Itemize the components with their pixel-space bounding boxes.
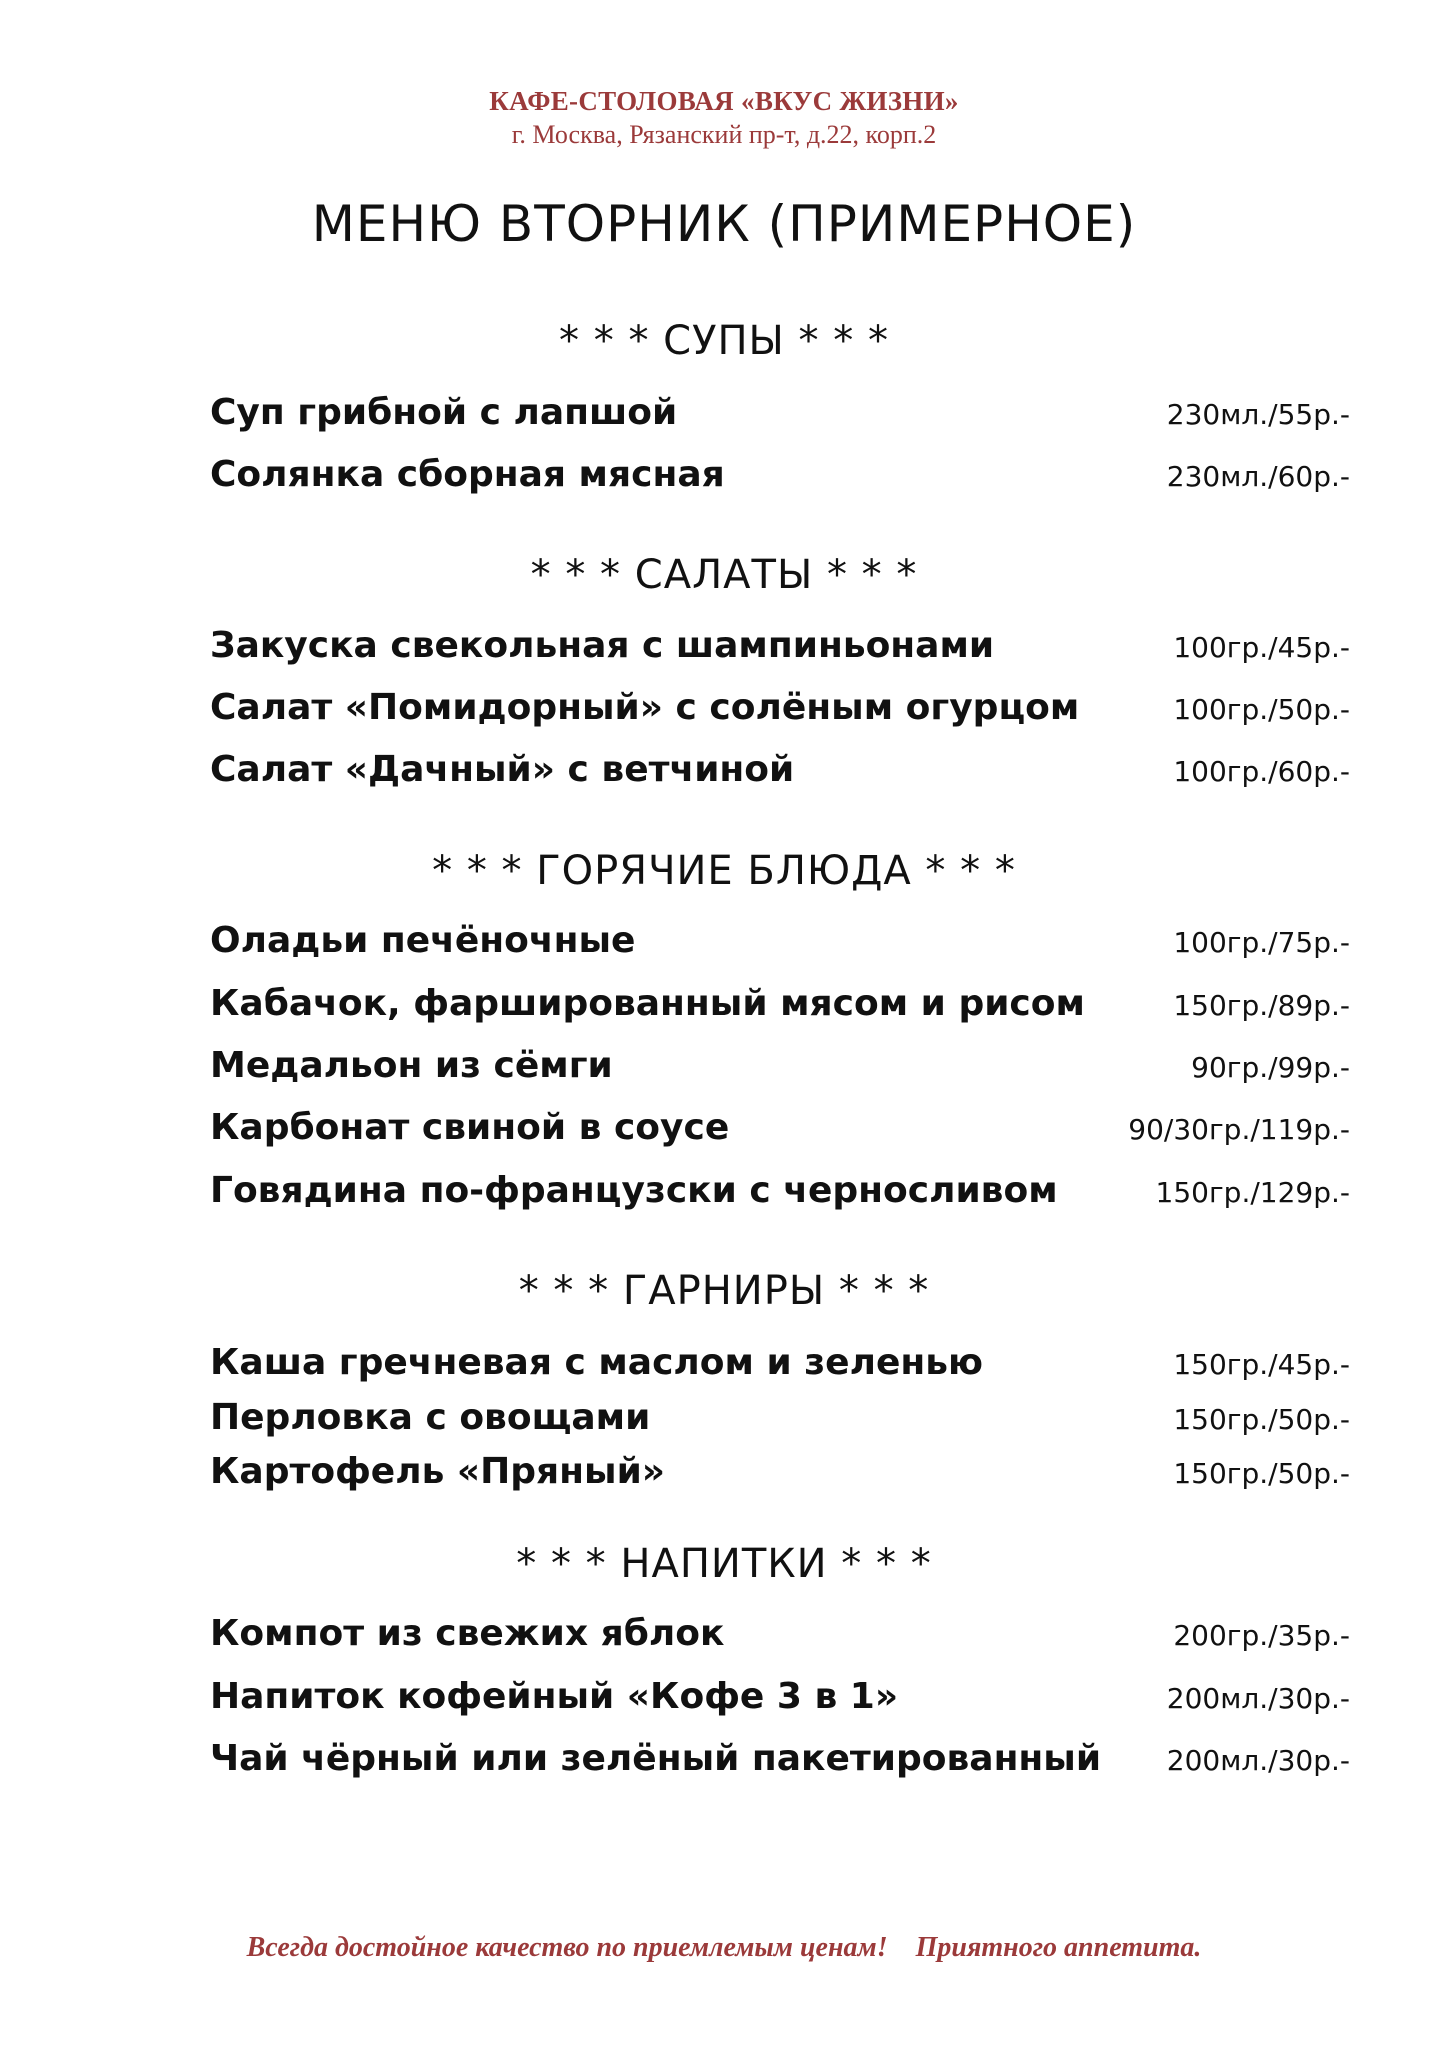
menu-title: МЕНЮ ВТОРНИК (ПРИМЕРНОЕ): [311, 195, 1137, 253]
item-price: 100гр./60р.-: [1173, 755, 1350, 788]
menu-item: [210, 1738, 1350, 1784]
item-price: 90гр./99р.-: [1191, 1051, 1350, 1084]
menu-item: [210, 687, 1350, 733]
item-name: Солянка сборная мясная: [210, 454, 725, 495]
item-price: 200мл./30р.-: [1166, 1744, 1350, 1777]
menu-item: [210, 920, 1350, 966]
item-price: 100гр./45р.-: [1173, 631, 1350, 664]
item-price: 90/30гр./119р.-: [1128, 1113, 1350, 1146]
menu-item: [210, 454, 1350, 500]
section-header-salads: * * * САЛАТЫ * * *: [530, 552, 918, 598]
item-name: Напиток кофейный «Кофе 3 в 1»: [210, 1676, 899, 1717]
item-name: Салат «Дачный» с ветчиной: [210, 749, 795, 790]
item-price: 100гр./50р.-: [1173, 693, 1350, 726]
item-price: 150гр./89р.-: [1173, 989, 1350, 1022]
menu-item: [210, 392, 1350, 438]
item-price: 200мл./30р.-: [1166, 1682, 1350, 1715]
cafe-name: КАФЕ-СТОЛОВАЯ «ВКУС ЖИЗНИ»: [489, 86, 959, 116]
menu-item: [210, 625, 1350, 671]
menu-item: [210, 1342, 1350, 1388]
item-name: Кабачок, фаршированный мясом и рисом: [210, 983, 1085, 1024]
item-name: Оладьи печёночные: [210, 920, 636, 961]
footer: [0, 1932, 1448, 1964]
item-name: Медальон из сёмги: [210, 1045, 613, 1086]
menu-item: [210, 1045, 1350, 1091]
menu-item: [210, 1107, 1350, 1153]
footer-wish: Приятного аппетита.: [915, 1932, 1202, 1963]
menu-item: [210, 1613, 1350, 1659]
item-name: Перловка с овощами: [210, 1397, 651, 1438]
menu-item: [210, 1170, 1350, 1216]
item-price: 230мл./55р.-: [1166, 398, 1350, 431]
item-name: Говядина по-французски с черносливом: [210, 1170, 1058, 1211]
item-name: Чай чёрный или зелёный пакетированный: [210, 1738, 1102, 1779]
item-name: Картофель «Пряный»: [210, 1451, 666, 1492]
footer-slogan: Всегда достойное качество по приемлемым ценам!: [246, 1932, 888, 1963]
item-price: 230мл./60р.-: [1166, 460, 1350, 493]
menu-item: [210, 1397, 1350, 1443]
item-price: 200гр./35р.-: [1173, 1619, 1350, 1652]
cafe-address: г. Москва, Рязанский пр-т, д.22, корп.2: [511, 120, 937, 149]
item-price: 150гр./45р.-: [1173, 1348, 1350, 1381]
menu-item: [210, 1451, 1350, 1497]
item-name: Закуска свекольная с шампиньонами: [210, 625, 995, 666]
item-name: Суп грибной с лапшой: [210, 392, 678, 433]
item-name: Салат «Помидорный» с солёным огурцом: [210, 687, 1080, 728]
menu-item: [210, 983, 1350, 1029]
item-price: 150гр./50р.-: [1173, 1457, 1350, 1490]
item-name: Карбонат свиной в соусе: [210, 1107, 730, 1148]
item-price: 100гр./75р.-: [1173, 926, 1350, 959]
section-header-drinks: * * * НАПИТКИ * * *: [516, 1541, 932, 1587]
item-name: Компот из свежих яблок: [210, 1613, 725, 1654]
menu-item: [210, 1676, 1350, 1722]
section-header-hot-dishes: * * * ГОРЯЧИЕ БЛЮДА * * *: [432, 848, 1016, 894]
item-price: 150гр./129р.-: [1155, 1176, 1350, 1209]
item-price: 150гр./50р.-: [1173, 1403, 1350, 1436]
item-name: Каша гречневая с маслом и зеленью: [210, 1342, 983, 1383]
section-header-garnishes: * * * ГАРНИРЫ * * *: [518, 1268, 930, 1314]
section-header-soups: * * * СУПЫ * * *: [559, 318, 889, 364]
menu-item: [210, 749, 1350, 795]
